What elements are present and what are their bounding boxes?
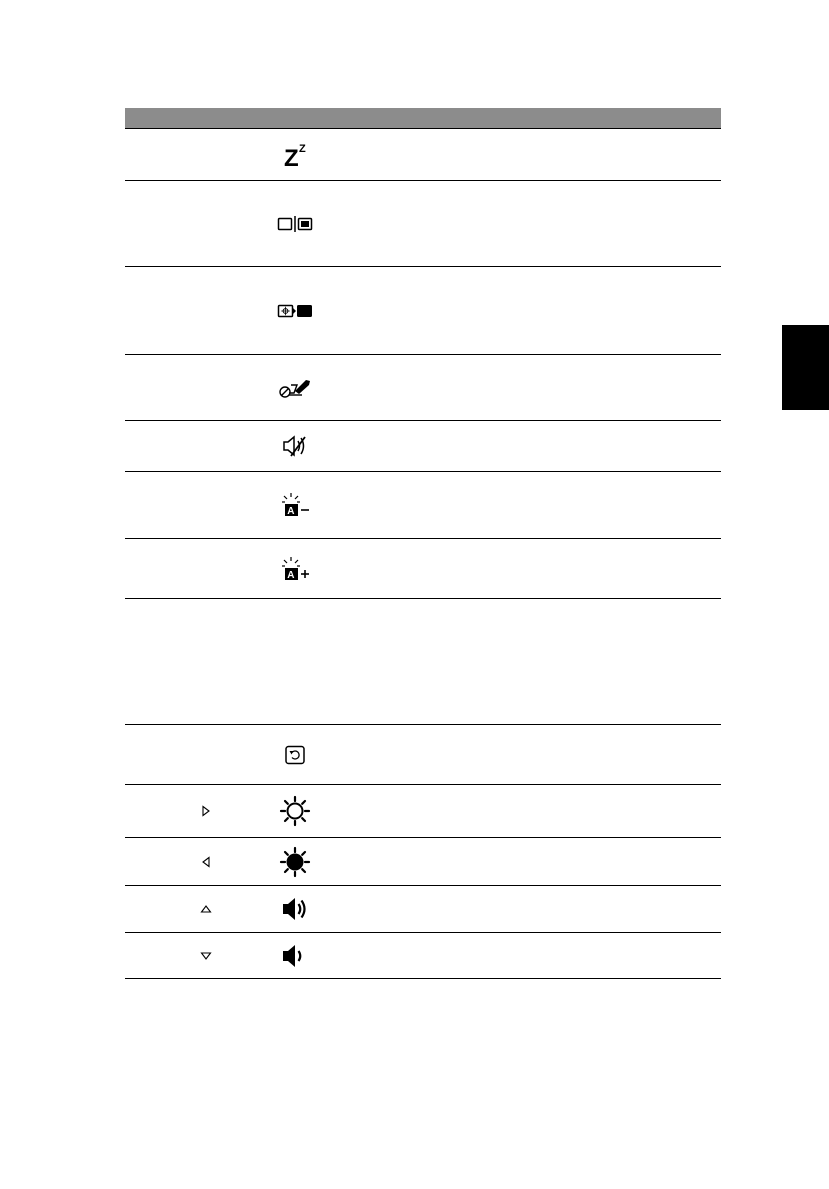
table-row (125, 472, 721, 539)
table-row (125, 886, 721, 933)
keyboard-backlight-down-icon (275, 492, 315, 518)
table-row (125, 129, 721, 181)
arrow-down-key-icon (199, 949, 213, 963)
arrow-left-key-icon (199, 855, 213, 869)
keyboard-backlight-up-icon (275, 556, 315, 582)
table-row (125, 725, 721, 785)
screen-blank-icon (275, 302, 315, 320)
svg-text:A: A (287, 569, 295, 581)
svg-text:A: A (287, 506, 295, 517)
brightness-up-icon (275, 795, 315, 827)
volume-down-icon (275, 943, 315, 969)
table-row (125, 355, 721, 421)
chapter-side-tab (782, 325, 829, 410)
table-row (125, 421, 721, 472)
touchpad-toggle-icon (275, 377, 315, 399)
sleep-zz-icon (275, 140, 315, 170)
volume-up-icon (275, 896, 315, 922)
table-row (125, 181, 721, 267)
recovery-icon (275, 744, 315, 766)
display-toggle-icon (275, 215, 315, 233)
table-header-bar (125, 108, 721, 129)
arrow-up-key-icon (199, 902, 213, 916)
table-row (125, 785, 721, 838)
table-row (125, 933, 721, 979)
arrow-right-key-icon (199, 804, 213, 818)
table-row (125, 539, 721, 599)
speaker-mute-icon (275, 435, 315, 457)
table-row (125, 267, 721, 355)
svg-text:Z: Z (299, 142, 306, 155)
table-row (125, 838, 721, 886)
brightness-down-icon (275, 846, 315, 878)
svg-text:Z: Z (284, 144, 299, 170)
table-row (125, 599, 721, 725)
hotkey-table (125, 108, 721, 979)
